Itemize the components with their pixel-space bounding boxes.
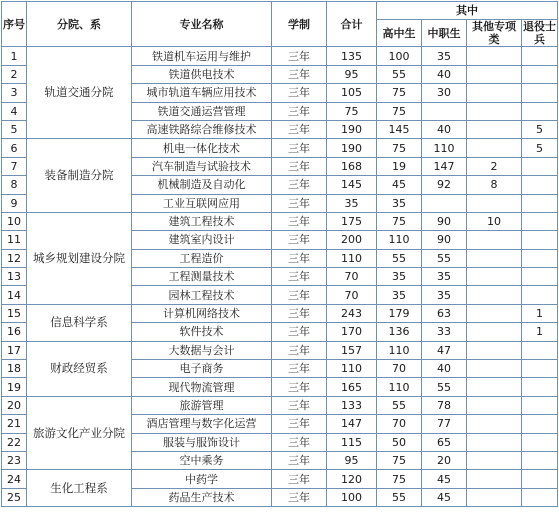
hs-cell: 55 — [377, 65, 422, 83]
seq-cell: 4 — [2, 102, 27, 120]
seq-cell: 11 — [2, 231, 27, 249]
table-row — [2, 470, 558, 488]
hs-cell: 19 — [377, 157, 422, 175]
seq-cell: 7 — [2, 157, 27, 175]
seq-header: 序号 — [2, 2, 27, 47]
seq-cell: 18 — [2, 360, 27, 378]
voc-cell: 92 — [422, 176, 467, 194]
other-cell — [467, 488, 522, 506]
voc-cell: 65 — [422, 433, 467, 451]
seq-cell: 25 — [2, 488, 27, 506]
table-row — [2, 341, 558, 359]
total-cell: 110 — [327, 249, 377, 267]
vet-cell — [522, 433, 558, 451]
major-cell: 建筑工程技术 — [132, 212, 272, 230]
duration-cell: 三年 — [272, 396, 327, 414]
total-cell: 75 — [327, 102, 377, 120]
other-cell — [467, 139, 522, 157]
major-cell: 城市轨道车辆应用技术 — [132, 84, 272, 102]
hs-cell: 70 — [377, 360, 422, 378]
table-row — [2, 139, 558, 157]
dept-cell: 城乡规划建设分院 — [27, 212, 132, 304]
total-cell: 35 — [327, 194, 377, 212]
other-cell: 2 — [467, 157, 522, 175]
voc-cell: 63 — [422, 304, 467, 322]
dept-cell: 生化工程系 — [27, 470, 132, 507]
major-cell: 药品生产技术 — [132, 488, 272, 506]
major-cell: 软件技术 — [132, 323, 272, 341]
duration-cell: 三年 — [272, 231, 327, 249]
major-cell: 计算机网络技术 — [132, 304, 272, 322]
total-cell: 175 — [327, 212, 377, 230]
major-cell: 空中乘务 — [132, 451, 272, 469]
dept-header: 分院、系 — [27, 2, 132, 47]
total-cell: 133 — [327, 396, 377, 414]
total-cell: 100 — [327, 488, 377, 506]
major-cell: 工业互联网应用 — [132, 194, 272, 212]
voc-cell — [422, 102, 467, 120]
vet-cell — [522, 212, 558, 230]
hs-cell: 50 — [377, 433, 422, 451]
hs-cell: 75 — [377, 102, 422, 120]
voc-cell: 110 — [422, 139, 467, 157]
other-cell: 8 — [467, 176, 522, 194]
header-row-1 — [2, 2, 558, 20]
seq-cell: 22 — [2, 433, 27, 451]
duration-cell: 三年 — [272, 249, 327, 267]
other-cell — [467, 249, 522, 267]
hs-cell: 35 — [377, 194, 422, 212]
table-row — [2, 396, 558, 414]
hs-cell: 110 — [377, 378, 422, 396]
voc-cell: 77 — [422, 415, 467, 433]
hs-header: 高中生 — [377, 20, 422, 47]
voc-cell — [422, 194, 467, 212]
total-cell: 135 — [327, 47, 377, 65]
dept-cell: 旅游文化产业分院 — [27, 396, 132, 470]
vet-cell: 1 — [522, 304, 558, 322]
other-cell — [467, 415, 522, 433]
voc-cell: 90 — [422, 231, 467, 249]
duration-cell: 三年 — [272, 212, 327, 230]
table-row — [2, 304, 558, 322]
vet-cell — [522, 341, 558, 359]
seq-cell: 8 — [2, 176, 27, 194]
vet-cell — [522, 286, 558, 304]
other-cell — [467, 341, 522, 359]
hs-cell: 55 — [377, 249, 422, 267]
hs-cell: 110 — [377, 341, 422, 359]
major-cell: 机电一体化技术 — [132, 139, 272, 157]
major-cell: 旅游管理 — [132, 396, 272, 414]
hs-cell: 110 — [377, 231, 422, 249]
total-cell: 105 — [327, 84, 377, 102]
duration-cell: 三年 — [272, 323, 327, 341]
voc-cell: 55 — [422, 249, 467, 267]
vet-cell — [522, 102, 558, 120]
major-cell: 园林工程技术 — [132, 286, 272, 304]
voc-cell: 20 — [422, 451, 467, 469]
duration-cell: 三年 — [272, 451, 327, 469]
total-cell: 95 — [327, 451, 377, 469]
vet-cell — [522, 194, 558, 212]
hs-cell: 55 — [377, 396, 422, 414]
seq-cell: 17 — [2, 341, 27, 359]
seq-cell: 5 — [2, 120, 27, 138]
seq-cell: 24 — [2, 470, 27, 488]
vet-cell — [522, 249, 558, 267]
other-cell — [467, 323, 522, 341]
other-cell — [467, 268, 522, 286]
voc-cell: 40 — [422, 65, 467, 83]
voc-cell: 78 — [422, 396, 467, 414]
voc-cell: 55 — [422, 378, 467, 396]
vet-cell — [522, 47, 558, 65]
duration-cell: 三年 — [272, 65, 327, 83]
table-header — [2, 2, 558, 47]
total-cell: 170 — [327, 323, 377, 341]
voc-cell: 45 — [422, 488, 467, 506]
vet-cell: 5 — [522, 139, 558, 157]
voc-cell: 35 — [422, 268, 467, 286]
other-cell — [467, 194, 522, 212]
duration-header: 学制 — [272, 2, 327, 47]
dept-cell: 财政经贸系 — [27, 341, 132, 396]
other-cell — [467, 433, 522, 451]
other-cell — [467, 378, 522, 396]
total-cell: 157 — [327, 341, 377, 359]
duration-cell: 三年 — [272, 139, 327, 157]
hs-cell: 55 — [377, 488, 422, 506]
other-cell — [467, 102, 522, 120]
major-cell: 铁道交通运营管理 — [132, 102, 272, 120]
voc-cell: 47 — [422, 341, 467, 359]
vet-cell: 5 — [522, 120, 558, 138]
total-cell: 147 — [327, 415, 377, 433]
major-cell: 铁道供电技术 — [132, 65, 272, 83]
other-cell: 10 — [467, 212, 522, 230]
other-header: 其他专项类 — [467, 20, 522, 47]
duration-cell: 三年 — [272, 120, 327, 138]
other-cell — [467, 304, 522, 322]
seq-cell: 12 — [2, 249, 27, 267]
seq-cell: 6 — [2, 139, 27, 157]
other-cell — [467, 396, 522, 414]
vet-cell — [522, 65, 558, 83]
hs-cell: 75 — [377, 139, 422, 157]
vet-cell — [522, 488, 558, 506]
duration-cell: 三年 — [272, 194, 327, 212]
table-row — [2, 212, 558, 230]
voc-cell: 33 — [422, 323, 467, 341]
duration-cell: 三年 — [272, 47, 327, 65]
hs-cell: 75 — [377, 84, 422, 102]
duration-cell: 三年 — [272, 415, 327, 433]
other-cell — [467, 360, 522, 378]
among-header: 其中 — [377, 2, 558, 20]
vet-cell — [522, 268, 558, 286]
voc-header: 中职生 — [422, 20, 467, 47]
duration-cell: 三年 — [272, 102, 327, 120]
seq-cell: 19 — [2, 378, 27, 396]
voc-cell: 40 — [422, 360, 467, 378]
other-cell — [467, 47, 522, 65]
seq-cell: 3 — [2, 84, 27, 102]
duration-cell: 三年 — [272, 341, 327, 359]
total-cell: 190 — [327, 120, 377, 138]
hs-cell: 45 — [377, 176, 422, 194]
other-cell — [467, 65, 522, 83]
hs-cell: 75 — [377, 451, 422, 469]
major-cell: 酒店管理与数字化运营 — [132, 415, 272, 433]
major-cell: 机械制造及自动化 — [132, 176, 272, 194]
table-row — [2, 47, 558, 65]
vet-header: 退役士兵 — [523, 20, 556, 47]
total-cell: 110 — [327, 360, 377, 378]
duration-cell: 三年 — [272, 360, 327, 378]
total-cell: 168 — [327, 157, 377, 175]
hs-cell: 179 — [377, 304, 422, 322]
voc-cell: 45 — [422, 470, 467, 488]
enrollment-plan-table — [1, 1, 558, 507]
seq-cell: 20 — [2, 396, 27, 414]
vet-cell — [522, 360, 558, 378]
total-cell: 190 — [327, 139, 377, 157]
seq-cell: 1 — [2, 47, 27, 65]
hs-cell: 75 — [377, 212, 422, 230]
total-cell: 115 — [327, 433, 377, 451]
voc-cell: 30 — [422, 84, 467, 102]
seq-cell: 10 — [2, 212, 27, 230]
major-cell: 建筑室内设计 — [132, 231, 272, 249]
duration-cell: 三年 — [272, 470, 327, 488]
major-cell: 服装与服饰设计 — [132, 433, 272, 451]
seq-cell: 14 — [2, 286, 27, 304]
vet-cell — [522, 396, 558, 414]
other-cell — [467, 451, 522, 469]
hs-cell: 145 — [377, 120, 422, 138]
total-cell: 70 — [327, 286, 377, 304]
dept-cell: 信息科学系 — [27, 304, 132, 341]
major-header: 专业名称 — [132, 2, 272, 47]
seq-cell: 2 — [2, 65, 27, 83]
total-cell: 243 — [327, 304, 377, 322]
total-cell: 70 — [327, 268, 377, 286]
voc-cell: 40 — [422, 120, 467, 138]
duration-cell: 三年 — [272, 157, 327, 175]
total-cell: 200 — [327, 231, 377, 249]
vet-cell — [522, 157, 558, 175]
duration-cell: 三年 — [272, 488, 327, 506]
hs-cell: 75 — [377, 470, 422, 488]
duration-cell: 三年 — [272, 268, 327, 286]
other-cell — [467, 84, 522, 102]
total-cell: 165 — [327, 378, 377, 396]
major-cell: 高速铁路综合维修技术 — [132, 120, 272, 138]
table-body — [2, 47, 558, 507]
vet-cell — [522, 176, 558, 194]
other-cell — [467, 120, 522, 138]
other-cell — [467, 231, 522, 249]
duration-cell: 三年 — [272, 286, 327, 304]
vet-cell — [522, 415, 558, 433]
vet-cell — [522, 451, 558, 469]
duration-cell: 三年 — [272, 304, 327, 322]
voc-cell: 90 — [422, 212, 467, 230]
voc-cell: 35 — [422, 47, 467, 65]
hs-cell: 70 — [377, 415, 422, 433]
major-cell: 铁道机车运用与维护 — [132, 47, 272, 65]
major-cell: 电子商务 — [132, 360, 272, 378]
duration-cell: 三年 — [272, 378, 327, 396]
dept-cell: 轨道交通分院 — [27, 47, 132, 139]
vet-cell — [522, 231, 558, 249]
seq-cell: 21 — [2, 415, 27, 433]
duration-cell: 三年 — [272, 433, 327, 451]
major-cell: 大数据与会计 — [132, 341, 272, 359]
major-cell: 现代物流管理 — [132, 378, 272, 396]
duration-cell: 三年 — [272, 84, 327, 102]
seq-cell: 15 — [2, 304, 27, 322]
total-cell: 120 — [327, 470, 377, 488]
seq-cell: 13 — [2, 268, 27, 286]
vet-cell — [522, 84, 558, 102]
major-cell: 中药学 — [132, 470, 272, 488]
other-cell — [467, 286, 522, 304]
other-cell — [467, 470, 522, 488]
seq-cell: 16 — [2, 323, 27, 341]
vet-cell — [522, 378, 558, 396]
voc-cell: 147 — [422, 157, 467, 175]
hs-cell: 35 — [377, 286, 422, 304]
hs-cell: 136 — [377, 323, 422, 341]
major-cell: 工程测量技术 — [132, 268, 272, 286]
total-cell: 145 — [327, 176, 377, 194]
vet-cell — [522, 470, 558, 488]
hs-cell: 100 — [377, 47, 422, 65]
total-cell: 95 — [327, 65, 377, 83]
major-cell: 汽车制造与试验技术 — [132, 157, 272, 175]
duration-cell: 三年 — [272, 176, 327, 194]
dept-cell: 装备制造分院 — [27, 139, 132, 213]
voc-cell: 35 — [422, 286, 467, 304]
major-cell: 工程造价 — [132, 249, 272, 267]
total-header: 合计 — [327, 2, 377, 47]
hs-cell: 35 — [377, 268, 422, 286]
seq-cell: 23 — [2, 451, 27, 469]
seq-cell: 9 — [2, 194, 27, 212]
vet-cell: 1 — [522, 323, 558, 341]
